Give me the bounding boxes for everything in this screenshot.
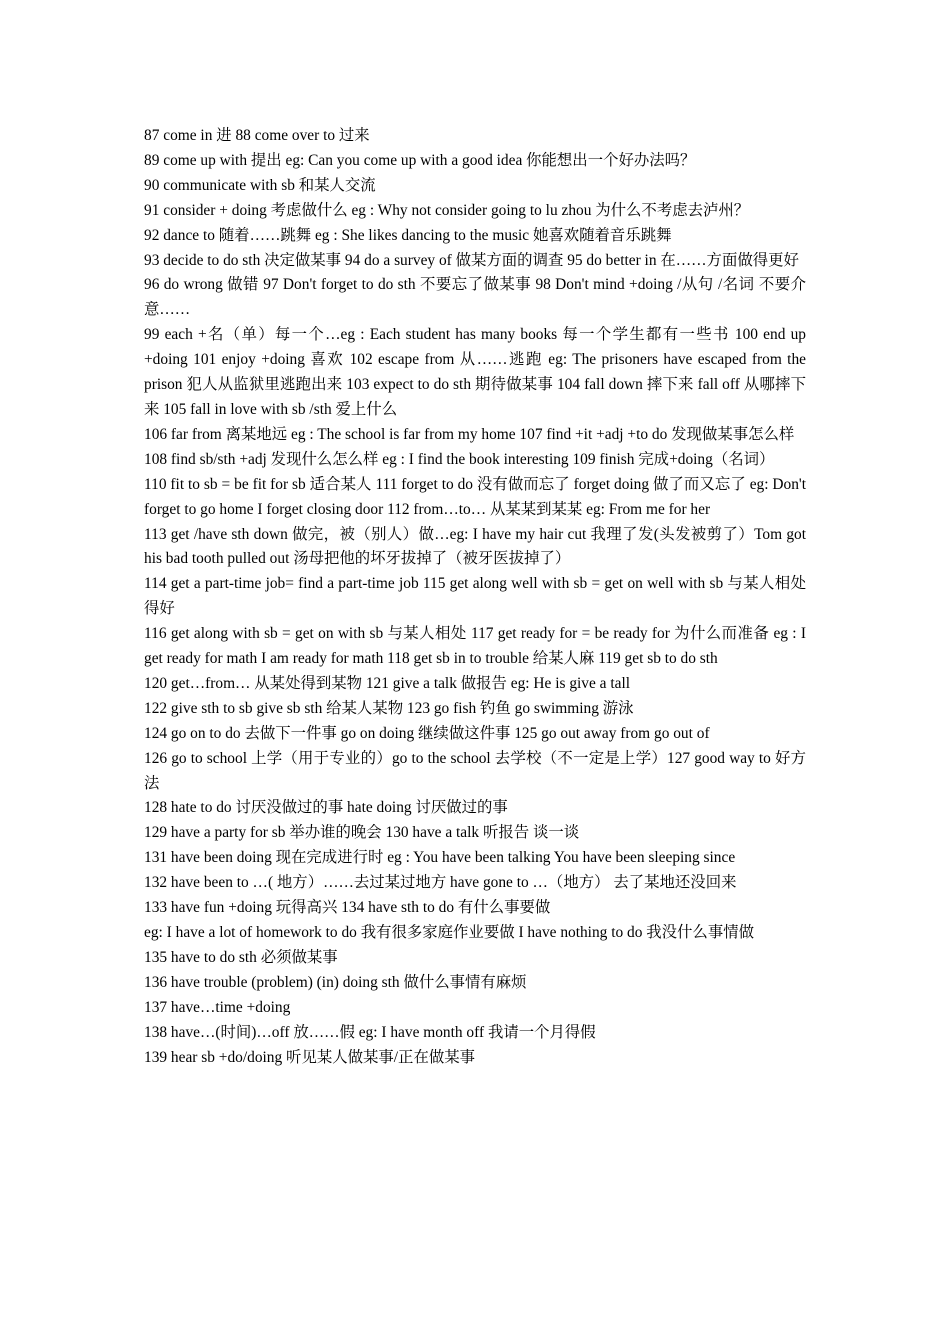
text-line: 116 get along with sb = get on with sb 与某人相处 117 get ready for = be ready for 为什么而准备 eg : I get ready for math I am ready for math 118 get sb in to trouble 给某人麻 119 get sb to do sth — [144, 625, 806, 668]
text-line: 92 dance to 随着……跳舞 eg : She likes dancing to the music 她喜欢随着音乐跳舞 — [144, 226, 672, 244]
text-line: 136 have trouble (problem) (in) doing sth 做什么事情有麻烦 — [144, 973, 527, 991]
text-line: 126 go to school 上学（用于专业的）go to the school 去学校（不一定是上学）127 good way to 好方法 — [144, 749, 806, 792]
text-line: 91 consider + doing 考虑做什么 eg : Why not consider going to lu zhou 为什么不考虑去泸州？ — [144, 201, 750, 219]
text-line: 108 find sb/sth +adj 发现什么怎么样 eg : I find the book interesting 109 finish 完成+doing（名词） — [144, 450, 775, 468]
text-line: 114 get a part-time job= find a part-time job 115 get along well with sb = get on well with sb 与某人相处得好 — [144, 575, 806, 618]
text-line: 122 give sth to sb give sb sth 给某人某物 123 go fish 钓鱼 go swimming 游泳 — [144, 699, 634, 717]
text-line: 128 hate to do 讨厌没做过的事 hate doing 讨厌做过的事 — [144, 799, 508, 817]
text-line: eg: I have a lot of homework to do 我有很多家庭作业要做 I have nothing to do 我没什么事情做 — [144, 924, 754, 941]
text-line: 139 hear sb +do/doing 听见某人做某事/正在做某事 — [144, 1048, 476, 1066]
text-line: 96 do wrong 做错 97 Don't forget to do sth 不要忘了做某事 98 Don't mind +doing /从句 /名词 不要介意…… — [144, 276, 806, 319]
text-line: 106 far from 离某地远 eg : The school is far from my home 107 find +it +adj +to do 发现做某事怎么样 — [144, 425, 795, 443]
text-line: 87 come in 进 88 come over to 过来 — [144, 127, 370, 144]
text-line: 133 have fun +doing 玩得高兴 134 have sth to do 有什么事要做 — [144, 899, 551, 917]
text-line: 129 have a party for sb 举办谁的晚会 130 have a talk 听报告 谈一谈 — [144, 824, 580, 842]
text-line: 113 get /have sth down 做完，被（别人）做…eg: I have my hair cut 我理了发(头发被剪了）Tom got his bad tooth pulled out 汤母把他的坏牙拔掉了（被牙医拔掉了） — [144, 525, 806, 568]
text-line: 138 have…(时间)…off 放……假 eg: I have month off 我请一个月得假 — [144, 1023, 596, 1041]
text-line: 120 get…from… 从某处得到某物 121 give a talk 做报告 eg: He is give a tall — [144, 674, 631, 692]
text-line: 132 have been to …( 地方）……去过某过地方 have gone to …（地方） 去了某地还没回来 — [144, 874, 737, 892]
text-line: 93 decide to do sth 决定做某事 94 do a survey of 做某方面的调查 95 do better in 在……方面做得更好 — [144, 251, 799, 269]
text-line: 135 have to do sth 必须做某事 — [144, 948, 338, 966]
text-line: 131 have been doing 现在完成进行时 eg : You have been talking You have been sleeping since — [144, 849, 736, 867]
text-line: 99 each +名（单）每一个…eg : Each student has many books 每一个学生都有一些书 100 end up +doing 101 enjoy +doing 喜欢 102 escape from 从……逃跑 eg: The prisoners have escaped from the prison 犯人从监狱里逃跑出来 103 expect to do sth 期待做某事 104 fall down 摔下来 fall off 从哪摔下来 105 fall in love with sb /sth 爱上什么 — [144, 326, 806, 418]
text-line: 137 have…time +doing — [144, 998, 291, 1016]
document-body — [144, 124, 806, 1070]
text-line: 90 communicate with sb 和某人交流 — [144, 176, 376, 194]
text-line: 89 come up with 提出 eg: Can you come up with a good idea 你能想出一个好办法吗？ — [144, 151, 696, 169]
text-line: 110 fit to sb = be fit for sb 适合某人 111 forget to do 没有做而忘了 forget doing 做了而又忘了 eg: Don't forget to go home I forget closing door 112 from…to… 从某某到某某 eg: From me for her — [144, 475, 806, 518]
text-line: 124 go on to do 去做下一件事 go on doing 继续做这件事 125 go out away from go out of — [144, 724, 710, 742]
